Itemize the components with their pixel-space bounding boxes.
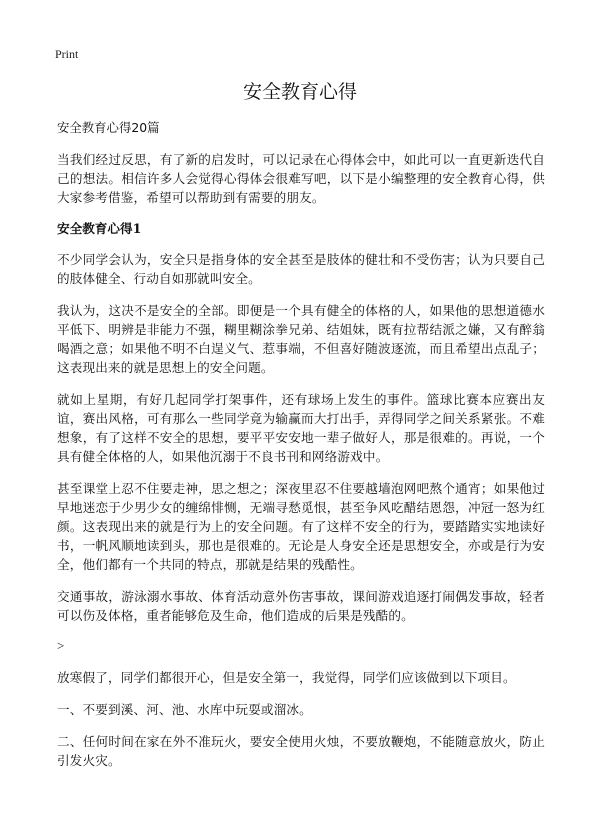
print-label[interactable]: Print [55,47,79,61]
paragraph: 交通事故，游泳溺水事故、体育活动意外伤害事故，课间游戏追逐打闹偶发事故，轻者可以伤及体格，重者能够危及生命，他们造成的后果是残酷的。 [57,589,545,623]
section-heading: 安全教育心得1 [57,221,142,236]
paragraph: 不少同学会认为，安全只是指身体的安全甚至是肢体的健壮和不受伤害；认为只要自己的肢体健全、行动自如那就叫安全。 [57,252,545,286]
page-title: 安全教育心得 [242,81,357,103]
paragraph: 一、不要到溪、河、池、水库中玩耍或溜冰。 [57,702,312,717]
document-body [57,120,545,783]
paragraph: 甚至课堂上忍不住要走神，思之想之；深夜里忍不住要越墙泡网吧熬个通宵；如果他过早地迷恋于少男少女的缠绵悱恻，无端寻愁觅恨，甚至争风吃醋结恩怨，冲冠一怒为红颜。这表现出来的就是行为上的安全问题。有了这样不安全的行为，要踏踏实实地读好书，一帆风顺地读到头，那也是很难的。无论是人身安全还是思想安全，亦或是行为安全，他们都有一个共同的特点，那就是结果的残酷性。 [57,481,545,572]
separator-marker: > [57,638,65,653]
intro-paragraph: 当我们经过反思，有了新的启发时，可以记录在心得体会中，如此可以一直更新迭代自己的想法。相信许多人会觉得心得体会很难写吧，以下是小编整理的安全教育心得，供大家参考借鉴，希望可以帮助到有需要的朋友。 [57,152,545,205]
paragraph: 我认为，这决不是安全的全部。即便是一个具有健全的体格的人，如果他的思想道德水平低下、明辨是非能力不强，糊里糊涂拳兄弟、结姐妹，既有拉帮结派之嫌，又有醉翁喝酒之意；如果他不明不白逞义气、惹事端，不但喜好随波逐流，而且希望出点乱子；这表现出来的就是思想上的安全问题。 [57,303,545,375]
document-subtitle: 安全教育心得20篇 [57,120,160,135]
paragraph: 放寒假了，同学们都很开心，但是安全第一，我觉得，同学们应该做到以下项目。 [57,670,516,685]
paragraph: 二、任何时间在家在外不准玩火，要安全使用火烛，不要放鞭炮，不能随意放火，防止引发火灾。 [57,734,545,768]
paragraph: 就如上星期，有好几起同学打架事件，还有球场上发生的事件。篮球比赛本应赛出友谊，赛出风格，可有那么一些同学竟为输赢而大打出手，弄得同学之间关系紧张。不难想象，有了这样不安全的思想，要平平安安地一辈子做好人，那是很难的。再说，一个具有健全体格的人，如果他沉溺于不良书刊和网络游戏中。 [57,392,545,464]
